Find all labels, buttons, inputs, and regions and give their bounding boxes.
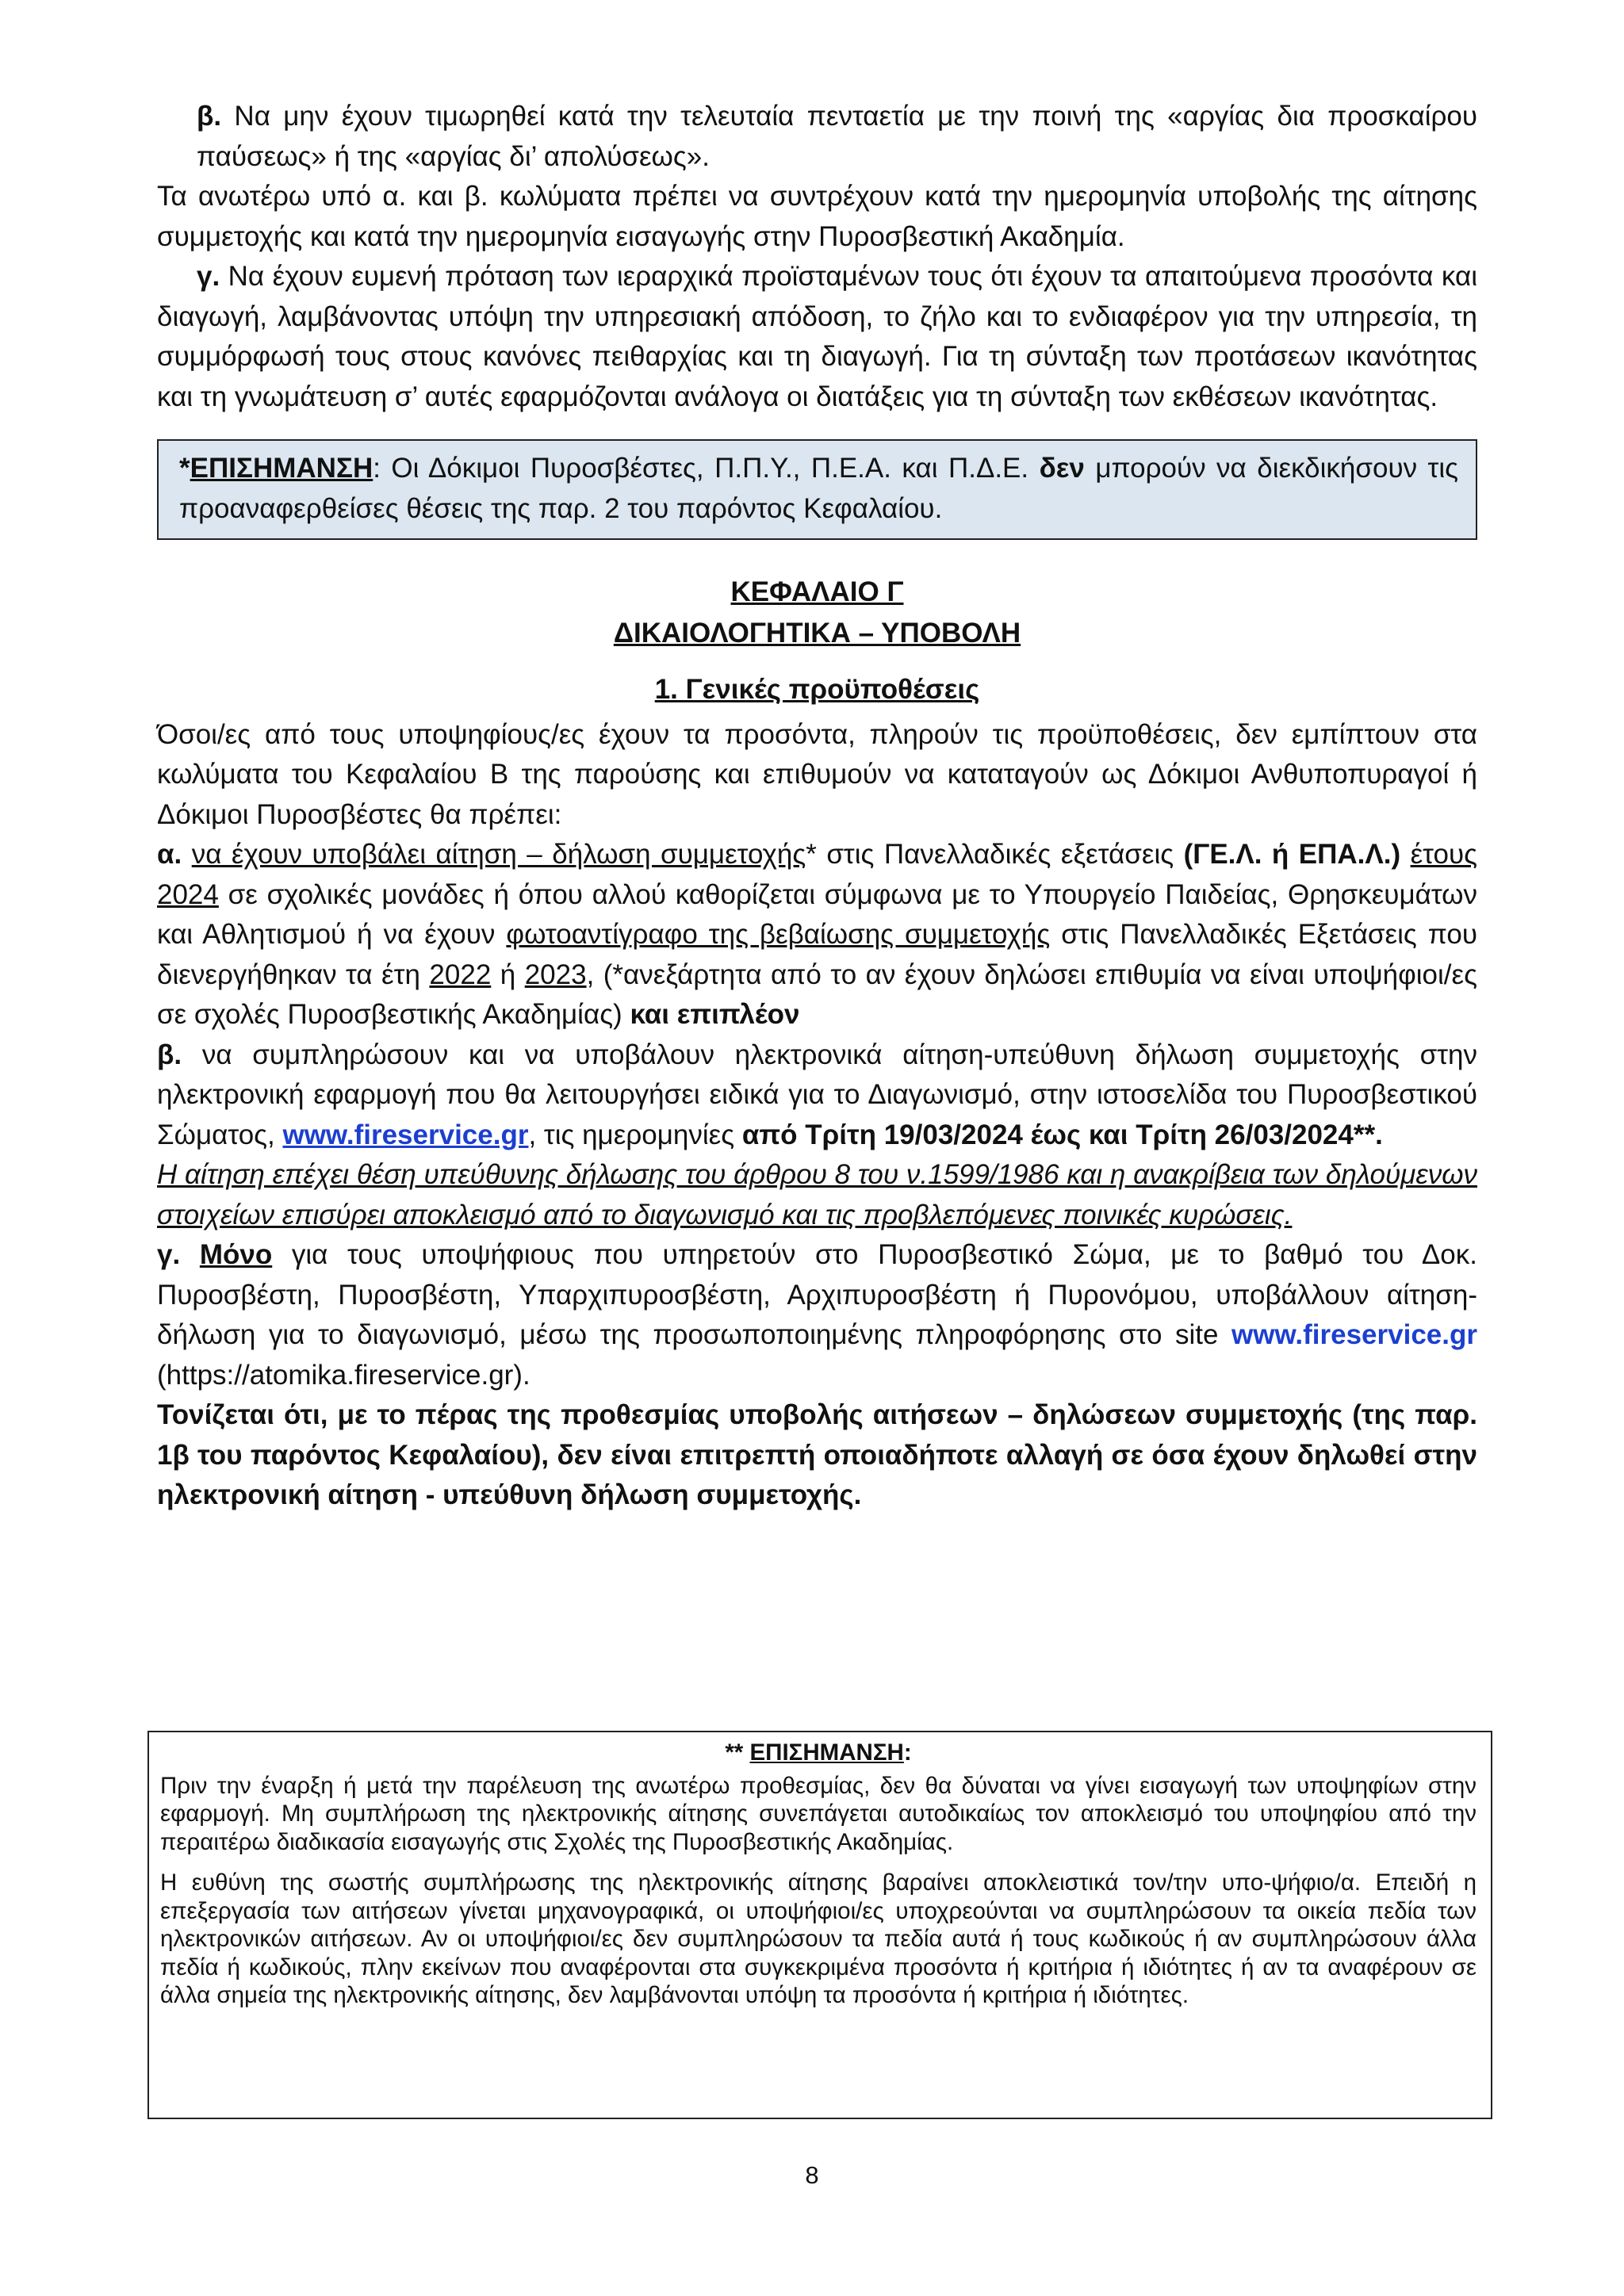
paragraph-gamma-recommendation: γ. Να έχουν ευμενή πρόταση των ιεραρχικά προϊσταμένων τους ότι έχουν τα απαιτούμενα προσόντα και διαγωγή, λαμβάνοντας υπόψη την υπηρεσιακή απόδοση, το ζήλο και το ενδιαφέρον για την υπηρεσία, τη συμμόρφωσή τους στους κανόνες πειθαρχίας και τη διαγωγή. Για τη σύνταξη των προτάσεων ικανότητας και τη γνωμάτευση σ’ αυτές εφαρμόζονται ανάλογα οι διατάξεις για τη σύνταξη των εκθέσεων ικανότητας. xyxy=(157,261,1477,412)
item-gamma: γ. Μόνο για τους υποψήφιους που υπηρετούν στο Πυροσβεστικό Σώμα, με το βαθμό του Δοκ. Πυροσβέστη, Πυροσβέστη, Υπαρχιπυροσβέστη, Αρχιπυροσβέστη ή Πυρονόμου, υποβάλλουν αίτηση-δήλωση για το διαγωνισμό, μέσω της προσωποποιημένης πληροφόρησης στο site www.fireservice.gr (https://atomika.fireservice.gr). xyxy=(157,1239,1477,1391)
item-beta: β. να συμπληρώσουν και να υποβάλουν ηλεκτρονικά αίτηση-υπεύθυνη δήλωση συμμετοχής στην ηλεκτρονική εφαρμογή που θα λειτουργήσει ειδικά για το Διαγωνισμό, στην ιστοσελίδα του Πυροσβεστικού Σώματος, www.fireservice.gr, τις ημερομηνίες από Τρίτη 19/03/2024 έως και Τρίτη 26/03/2024**. xyxy=(157,1039,1477,1150)
chapter-heading xyxy=(157,572,1477,654)
fireservice-site-link[interactable]: www.fireservice.gr xyxy=(1231,1319,1477,1350)
deadline-note-p1: Πριν την έναρξη ή μετά την παρέλευση της ανωτέρω προθεσμίας, δεν θα δύναται να γίνει εισαγωγή των υποψηφίων στην εφαρμογή. Μη συμπλήρωση της ηλεκτρονικής αίτησης συνεπάγεται αυτοδικαίως τον αποκλεισμό του υποψηφίου από την περαιτέρω διαδικασία εισαγωγής στις Σχολές της Πυροσβεστικής Ακαδημίας. xyxy=(160,1772,1477,1855)
paragraph-impediments-note: Τα ανωτέρω υπό α. και β. κωλύματα πρέπει να συντρέχουν κατά την ημερομηνία υποβολής της αίτησης συμμετοχής και κατά την ημερομηνία εισαγωγής στην Πυροσβεστική Ακαδημία. xyxy=(157,181,1477,252)
deadline-note-title: ** ΕΠΙΣΗΜΑΝΣΗ: xyxy=(725,1739,912,1766)
highlight-note-box xyxy=(157,439,1477,540)
item-beta-declaration: Η αίτηση επέχει θέση υπεύθυνης δήλωσης του άρθρου 8 του ν.1599/1986 και η ανακρίβεια των δηλούμενων στοιχείων επισύρει αποκλεισμό από το διαγωνισμό και τις προβλεπόμενες ποινικές κυρώσεις. xyxy=(157,1159,1477,1230)
deadline-note-p2: Η ευθύνη της σωστής συμπλήρωσης της ηλεκτρονικής αίτησης βαραίνει αποκλειστικά τον/την υπο-ψήφιο/α. Επειδή η επεξεργασία των αιτήσεων γίνεται μηχανογραφικά, οι υποψήφιοι/ες υποχρεούνται να συμπληρώσουν τα οικεία πεδία των ηλεκτρονικών αιτήσεων. Αν οι υποψήφιοι/ες δεν συμπληρώσουν τα πεδία αυτά ή τους κωδικούς ή αν συμπληρώσουν άλλα πεδία ή κωδικούς, πλην εκείνων που αναφέρονται στα συγκεκριμένα προσόντα ή κριτήρια ή ιδιότητες ή αν τα αναφέρουν σε άλλα σημεία της ηλεκτρονικής αίτησης, δεν λαμβάνονται υπόψη τα προσόντα ή κριτήρια ή ιδιότητες. xyxy=(160,1869,1477,2008)
item-alpha: α. να έχουν υποβάλει αίτηση – δήλωση συμμετοχής* στις Πανελλαδικές εξετάσεις (ΓΕ.Λ. ή ΕΠΑ.Λ.) έτους 2024 σε σχολικές μονάδες ή όπου αλλού καθορίζεται σύμφωνα με το Υπουργείο Παιδείας, Θρησκευμάτων και Αθλητισμού ή να έχουν φωτοαντίγραφο της βεβαίωσης συμμετοχής στις Πανελλαδικές Εξετάσεις που διενεργήθηκαν τα έτη 2022 ή 2023, (*ανεξάρτητα από το αν έχουν δηλώσει επιθυμία να είναι υποψήφιοι/ες σε σχολές Πυροσβεστικής Ακαδημίας) και επιπλέον xyxy=(157,839,1477,1030)
section-heading: 1. Γενικές προϋποθέσεις xyxy=(654,674,980,705)
deadline-note-box xyxy=(147,1731,1492,2119)
paragraph-beta-penalty: β. Να μην έχουν τιμωρηθεί κατά την τελευταία πενταετία με την ποινή της «αργίας δια προσκαίρου παύσεως» ή της «αργίας δι’ απολύσεως». xyxy=(197,101,1477,172)
fireservice-link[interactable]: www.fireservice.gr xyxy=(282,1119,529,1150)
highlight-note-text: *ΕΠΙΣΗΜΑΝΣΗ: Οι Δόκιμοι Πυροσβέστες, Π.Π.Υ., Π.Ε.Α. και Π.Δ.Ε. δεν μπορούν να διεκδικήσουν τις προαναφερθείσες θέσεις της παρ. 2 του παρόντος Κεφαλαίου. xyxy=(179,453,1459,524)
section-intro: Όσοι/ες από τους υποψηφίους/ες έχουν τα προσόντα, πληρούν τις προϋποθέσεις, δεν εμπίπτουν στα κωλύματα του Κεφαλαίου Β της παρούσης και επιθυμούν να καταταγούν ως Δόκιμοι Ανθυποπυραγοί ή Δόκιμοι Πυροσβέστες θα πρέπει: xyxy=(157,718,1477,830)
chapter-subtitle: ΔΙΚΑΙΟΛΟΓΗΤΙΚΑ – ΥΠΟΒΟΛΗ xyxy=(613,618,1021,649)
page-number: 8 xyxy=(805,2161,819,2189)
page-content xyxy=(157,97,1477,1516)
chapter-title: ΚΕΦΑΛΑΙΟ Γ xyxy=(730,576,904,607)
emphasis-paragraph: Τονίζεται ότι, με το πέρας της προθεσμίας υποβολής αιτήσεων – δηλώσεων συμμετοχής (της παρ. 1β του παρόντος Κεφαλαίου), δεν είναι επιτρεπτή οποιαδήποτε αλλαγή σε όσα έχουν δηλωθεί στην ηλεκτρονική αίτηση - υπεύθυνη δήλωση συμμετοχής. xyxy=(157,1399,1477,1510)
